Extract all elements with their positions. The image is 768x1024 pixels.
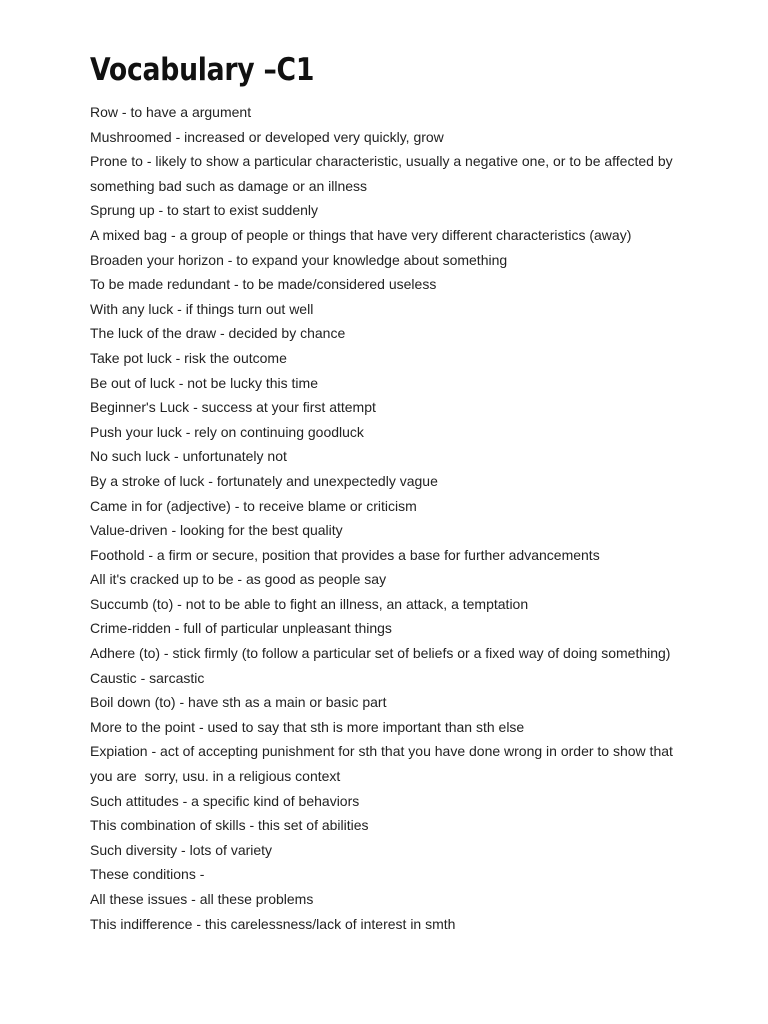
vocabulary-line: Crime-ridden - full of particular unpleasant things — [90, 620, 392, 637]
vocabulary-line: Beginner's Luck - success at your first attempt — [90, 399, 376, 416]
vocabulary-line: Boil down (to) - have sth as a main or basic part — [90, 694, 387, 711]
vocabulary-line: Prone to - likely to show a particular characteristic, usually a negative one, or to be affected by — [90, 153, 673, 170]
vocabulary-line: This combination of skills - this set of abilities — [90, 817, 369, 834]
vocabulary-line: All these issues - all these problems — [90, 891, 314, 907]
vocabulary-line: Caustic - sarcastic — [90, 669, 205, 686]
vocabulary-line: The luck of the draw - decided by chance — [90, 325, 346, 342]
vocabulary-line: Broaden your horizon - to expand your knowledge about something — [90, 251, 508, 268]
vocabulary-line: Take pot luck - risk the outcome — [90, 349, 287, 366]
vocabulary-line: With any luck - if things turn out well — [90, 300, 314, 317]
vocabulary-line: Expiation - act of accepting punishment for sth that you have done wrong in order to show that — [90, 743, 673, 760]
vocabulary-line: Row - to have a argument — [90, 104, 252, 120]
vocabulary-line: These conditions - — [90, 866, 205, 883]
vocabulary-line: No such luck - unfortunately not — [90, 448, 287, 465]
vocabulary-line: Value-driven - looking for the best quality — [90, 522, 343, 539]
vocabulary-line: something bad such as damage or an illness — [90, 177, 368, 194]
vocabulary-line: All it's cracked up to be - as good as people say — [90, 571, 387, 588]
vocabulary-line: To be made redundant - to be made/considered useless — [90, 276, 437, 293]
vocabulary-line: More to the point - used to say that sth is more important than sth else — [90, 718, 525, 735]
vocabulary-line: By a stroke of luck - fortunately and unexpectedly vague — [90, 472, 438, 489]
vocabulary-line: Came in for (adjective) - to receive blame or criticism — [90, 497, 417, 514]
vocabulary-line: Succumb (to) - not to be able to fight an illness, an attack, a temptation — [90, 595, 529, 612]
vocabulary-line: Foothold - a firm or secure, position that provides a base for further advancements — [90, 546, 600, 563]
vocabulary-line: This indifference - this carelessness/lack of interest in smth — [90, 915, 456, 932]
vocabulary-line: Push your luck - rely on continuing goodluck — [90, 423, 364, 440]
vocabulary-line: Be out of luck - not be lucky this time — [90, 374, 318, 391]
vocabulary-line: you are sorry, usu. in a religious context — [90, 768, 341, 785]
vocabulary-line: Such attitudes - a specific kind of behaviors — [90, 792, 360, 809]
vocabulary-line: Adhere (to) - stick firmly (to follow a particular set of beliefs or a fixed way of doing something) — [90, 645, 671, 662]
vocabulary-line: A mixed bag - a group of people or things that have very different characteristics (away) — [90, 226, 632, 243]
vocabulary-line: Mushroomed - increased or developed very quickly, grow — [90, 128, 444, 145]
document-title: Vocabulary –C1 — [90, 52, 315, 88]
vocabulary-line: Such diversity - lots of variety — [90, 841, 273, 858]
vocabulary-list — [90, 100, 690, 936]
vocabulary-line: Sprung up - to start to exist suddenly — [90, 202, 319, 219]
